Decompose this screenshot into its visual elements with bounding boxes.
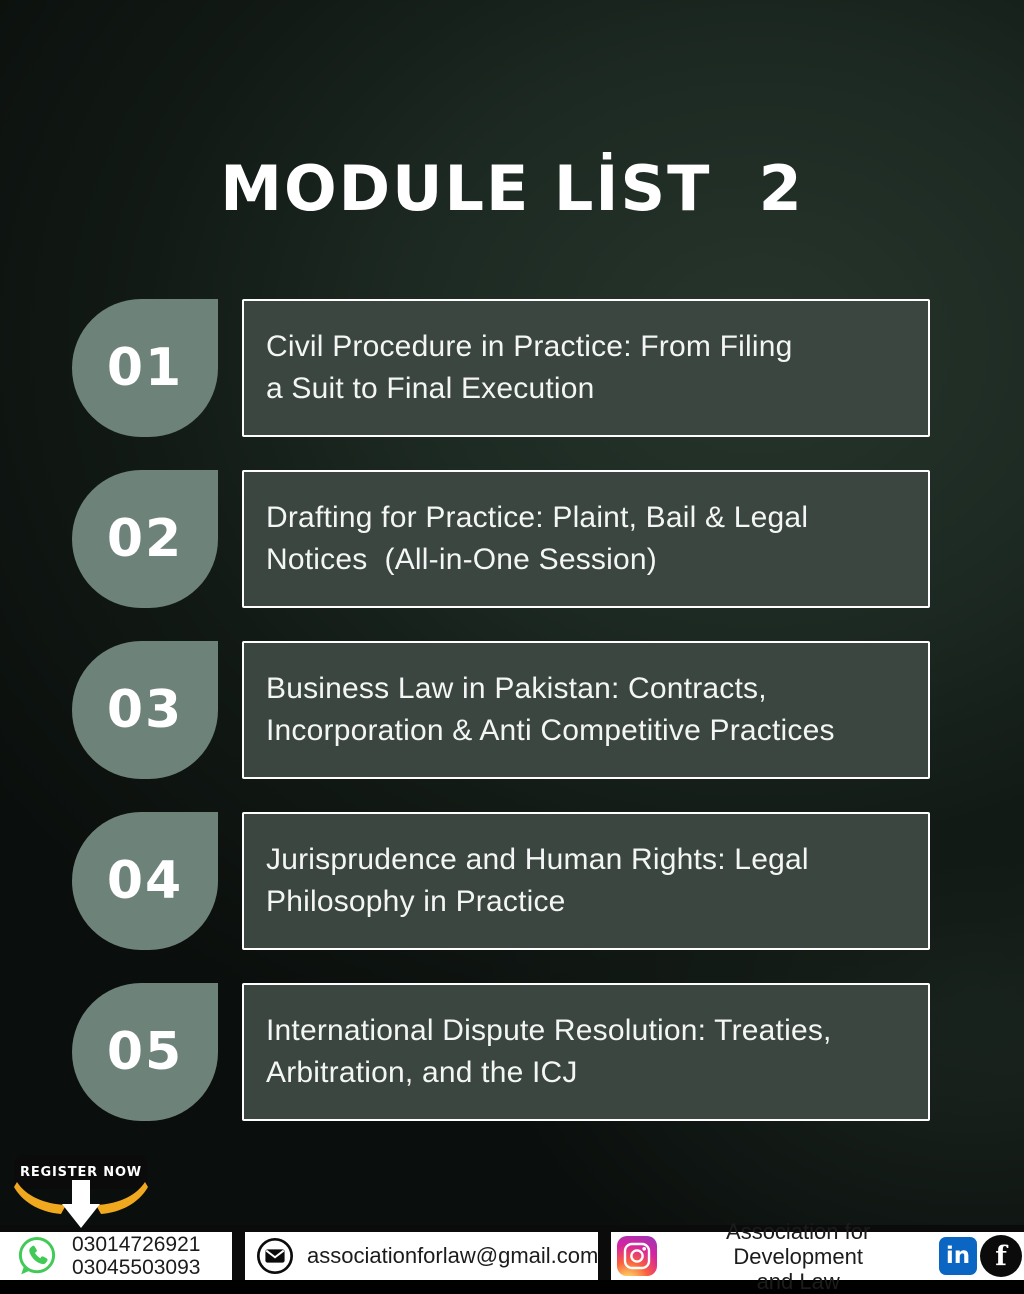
module-row [0,299,1024,437]
module-number-badge [72,299,218,437]
module-number: 04 [106,851,184,911]
module-title-line: International Dispute Resolution: Treaties, [266,1014,832,1047]
envelope-icon [255,1236,295,1276]
module-title-line: Notices (All-in-One Session) [266,543,657,576]
module-number-badge [72,470,218,608]
module-number-badge [72,812,218,950]
phone-number-2: 03045503093 [72,1256,201,1279]
module-card [242,299,930,437]
module-number: 02 [106,509,184,569]
phone-numbers [72,1233,200,1279]
module-row [0,983,1024,1121]
instagram-icon [617,1236,657,1276]
page-title: MODULE LİST 2 [220,152,804,225]
whatsapp-icon [16,1235,58,1277]
module-row [0,470,1024,608]
email-contact[interactable] [245,1232,598,1280]
email-address: associationforlaw@gmail.com [307,1243,599,1268]
module-number: 01 [106,338,184,398]
module-title-line: Business Law in Pakistan: Contracts, [266,672,767,705]
footer-divider [598,1232,611,1280]
module-number-badge [72,641,218,779]
footer-divider [232,1232,245,1280]
module-row [0,641,1024,779]
module-title-line: Arbitration, and the ICJ [266,1056,578,1089]
down-arrow-icon [14,1180,148,1230]
social-icons [939,1235,1022,1277]
module-row [0,812,1024,950]
module-card [242,983,930,1121]
module-card [242,470,930,608]
module-title-line: Jurisprudence and Human Rights: Legal [266,843,809,876]
module-number: 03 [106,680,184,740]
register-now-badge[interactable] [14,1155,148,1230]
module-title-line: Incorporation & Anti Competitive Practices [266,714,835,747]
module-number-badge [72,983,218,1121]
footer-contact-bar [0,1218,1024,1294]
facebook-icon[interactable]: f [980,1235,1022,1277]
whatsapp-contact[interactable] [0,1232,232,1280]
instagram-handle: Association for Development and Law [726,1218,871,1294]
module-number: 05 [106,1022,184,1082]
instagram-contact[interactable] [611,1218,1024,1294]
module-title-line: Drafting for Practice: Plaint, Bail & Legal [266,501,809,534]
module-card [242,812,930,950]
module-title-line: Civil Procedure in Practice: From Filing [266,330,793,363]
register-now-label: REGISTER NOW [20,1165,142,1180]
module-title-line: Philosophy in Practice [266,885,566,918]
module-title-line: a Suit to Final Execution [266,372,595,405]
module-card [242,641,930,779]
module-list [0,299,1024,1154]
linkedin-icon[interactable]: in [939,1237,977,1275]
phone-number-1: 03014726921 [72,1233,201,1256]
